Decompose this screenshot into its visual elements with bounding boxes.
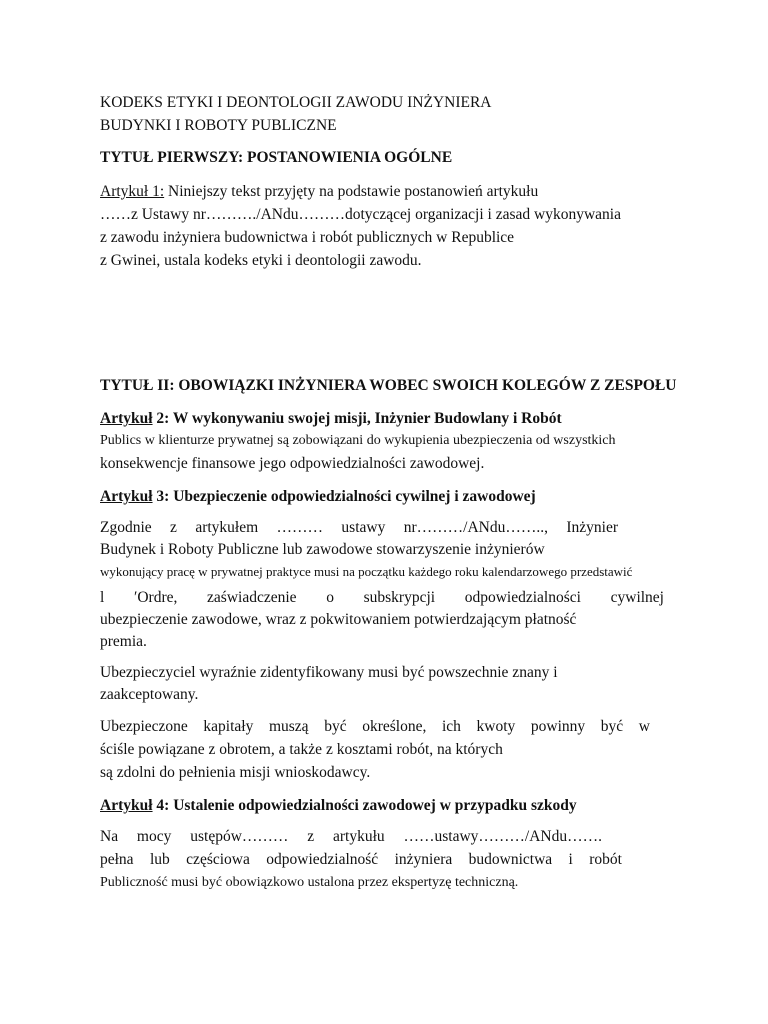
art3-label: Artykuł [100,488,153,505]
art3-p1-line-2: Budynek i Roboty Publiczne lub zawodowe stowarzyszenie inżynierów [100,541,545,558]
art3-heading [100,487,536,507]
art3-p2-line-2: ubezpieczenie zawodowe, wraz z pokwitowaniem potwierdzającym płatność [100,611,577,628]
art1-line-2: ……z Ustawy nr………./ANdu………dotyczącej organizacji i zasad wykonywania [100,206,621,223]
art2-label: Artykuł [100,410,153,427]
art3-p4-line-1: Ubezpieczone kapitały muszą być określone, ich kwoty powinny być w [100,718,650,735]
art1-label: Artykuł 1: [100,183,165,200]
art1-line-1-text: Niniejszy tekst przyjęty na podstawie postanowień artykułu [164,183,539,200]
art3-heading-text: 3: Ubezpieczenie odpowiedzialności cywilnej i zawodowej [152,488,536,505]
art2-line-2: Publics w klienturze prywatnej są zobowiązani do wykupienia ubezpieczenia od wszystkich [100,433,616,448]
art3-p4-line-3: są zdolni do pełnienia misji wnioskodawcy. [100,764,371,781]
art3-p2-line-1: l ′Ordre, zaświadczenie o subskrypcji odpowiedzialności cywilnej [100,589,664,606]
art4-heading [100,796,577,816]
art4-heading-text: 4: Ustalenie odpowiedzialności zawodowej w przypadku szkody [152,797,577,814]
art3-p1-line-1: Zgodnie z artykułem ……… ustawy nr………/ANdu…….., Inżynier [100,519,618,536]
art4-line-3: Publiczność musi być obowiązkowo ustalona przez ekspertyzę techniczną. [100,875,519,890]
title-1-heading: TYTUŁ PIERWSZY: POSTANOWIENIA OGÓLNE [100,149,453,166]
art2-heading-text: 2: W wykonywaniu swojej misji, Inżynier Budowlany i Robót [152,410,562,427]
doc-title-line-1: KODEKS ETYKI I DEONTOLOGII ZAWODU INŻYNIERA [100,94,492,111]
art2-line-3: konsekwencje finansowe jego odpowiedzialności zawodowej. [100,455,485,472]
art3-p1-line-3: wykonujący pracę w prywatnej praktyce musi na początku każdego roku kalendarzowego przedstawić [100,564,633,579]
art1-line-1 [100,182,538,202]
art3-p4-line-2: ściśle powiązane z obrotem, a także z kosztami robót, na których [100,741,503,758]
art3-p3-line-1: Ubezpieczyciel wyraźnie zidentyfikowany musi być powszechnie znany i [100,664,558,681]
art3-p2-line-3: premia. [100,633,147,650]
doc-title-line-2: BUDYNKI I ROBOTY PUBLICZNE [100,117,337,134]
art4-line-2: pełna lub częściowa odpowiedzialność inżyniera budownictwa i robót [100,851,622,868]
art3-p3-line-2: zaakceptowany. [100,686,199,703]
title-2-heading: TYTUŁ II: OBOWIĄZKI INŻYNIERA WOBEC SWOICH KOLEGÓW Z ZESPOŁU [100,377,677,394]
art1-line-4: z Gwinei, ustala kodeks etyki i deontologii zawodu. [100,252,422,269]
art4-label: Artykuł [100,797,153,814]
art4-line-1: Na mocy ustępów……… z artykułu ……ustawy………/ANdu……. [100,828,602,845]
art2-heading [100,409,562,429]
art1-line-3: z zawodu inżyniera budownictwa i robót publicznych w Republice [100,229,515,246]
